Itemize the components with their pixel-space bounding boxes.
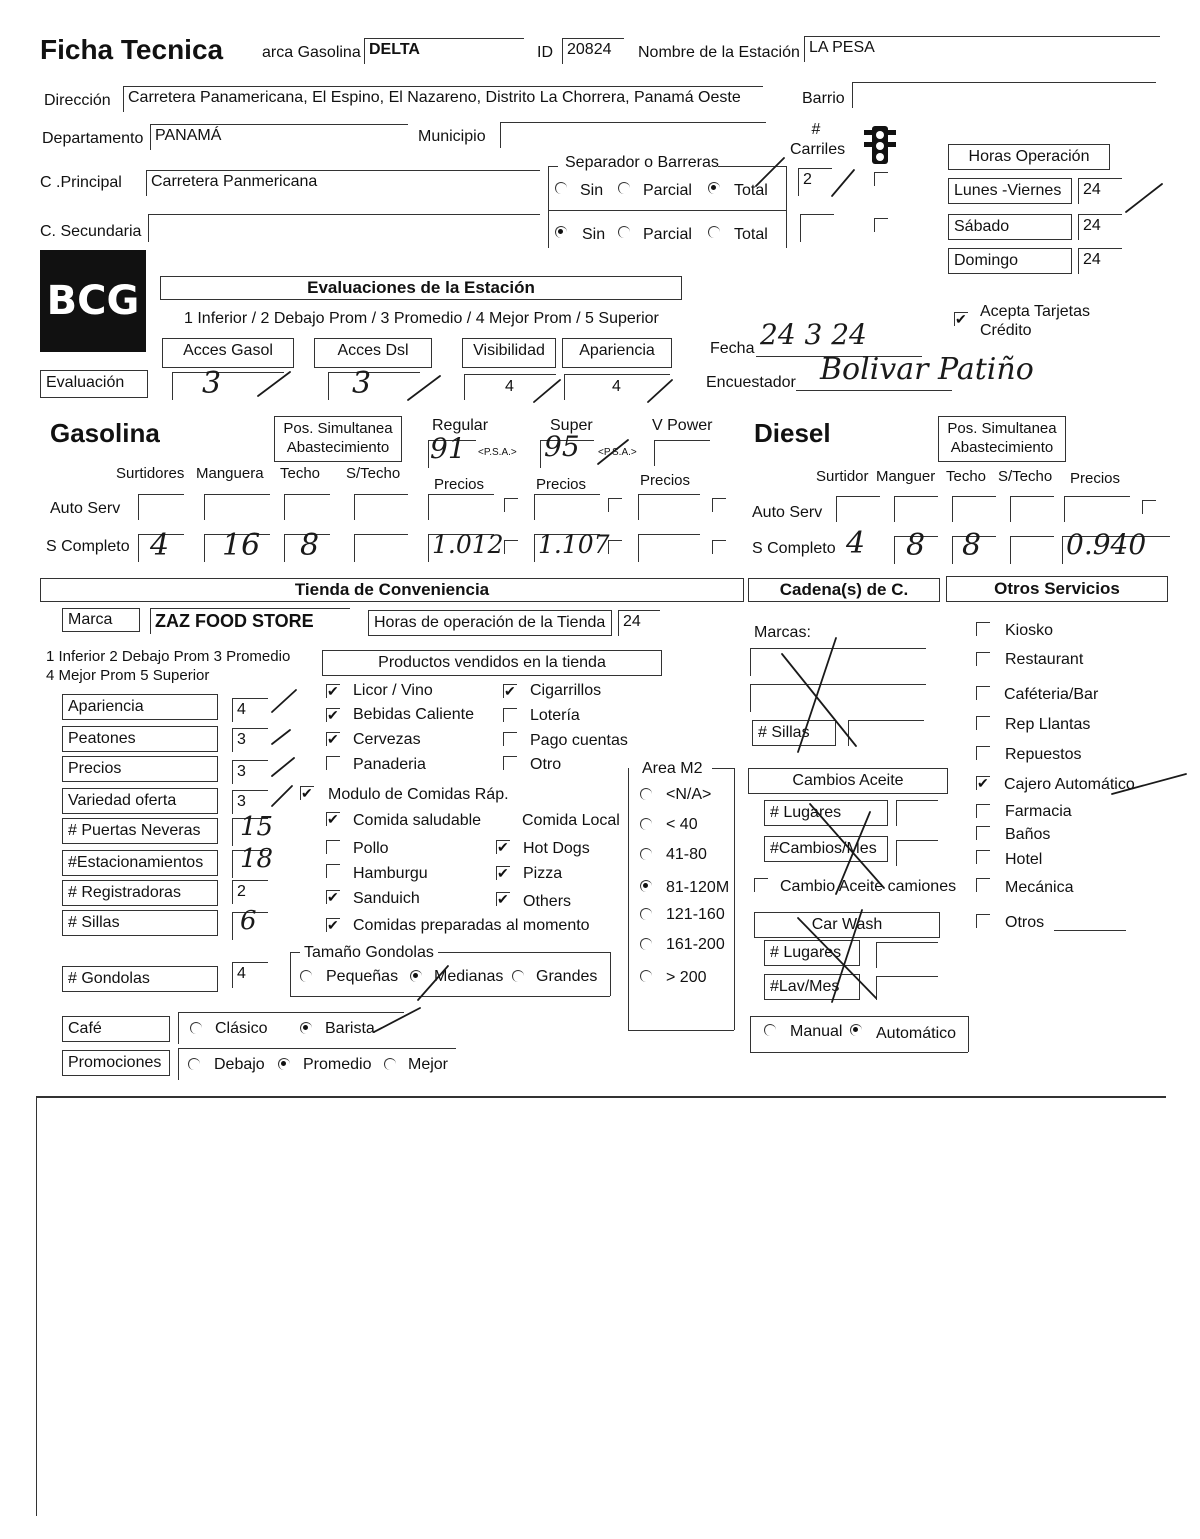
diesel-col-stecho: S/Techo bbox=[998, 468, 1053, 485]
super-octane-value: 95 bbox=[544, 430, 580, 463]
evaluaciones-scale: 1 Inferior / 2 Debajo Prom / 3 Promedio / 4 Mejor Prom / 5 Superior bbox=[184, 310, 659, 327]
barrio-label: Barrio bbox=[802, 90, 845, 107]
tienda-title: Tienda de Conveniencia bbox=[40, 578, 744, 602]
bcg-logo: BCG bbox=[40, 250, 146, 352]
rating-label-registradoras: # Registradoras bbox=[62, 880, 218, 906]
separador-secundaria-sin-label: Sin bbox=[582, 226, 606, 243]
cadena-sillas-label: # Sillas bbox=[752, 720, 836, 746]
rating-value-estacionamientos: 18 bbox=[240, 844, 274, 874]
promociones-label: Promociones bbox=[62, 1050, 170, 1076]
promo-debajo-label: Debajo bbox=[214, 1056, 265, 1073]
evaluacion-label: Evaluación bbox=[40, 370, 148, 398]
id-field[interactable]: 20824 bbox=[562, 38, 624, 64]
gas-sc-manguera-value: 16 bbox=[222, 528, 261, 563]
estacion-field[interactable]: LA PESA bbox=[804, 36, 1160, 62]
horas-operacion-title: Horas Operación bbox=[948, 144, 1110, 170]
tamano-gondolas-label: Tamaño Gondolas bbox=[304, 944, 434, 961]
super-psa-label: <P.S.A.> bbox=[598, 447, 637, 458]
gas-regular-precios: Precios bbox=[434, 476, 485, 493]
separador-secundaria-parcial-label: Parcial bbox=[643, 226, 692, 243]
tienda-horas-field[interactable]: 24 bbox=[618, 610, 660, 636]
servicio-repuestos-label: Repuestos bbox=[1005, 746, 1082, 763]
id-label: ID bbox=[537, 44, 553, 61]
separador-principal-sin-label: Sin bbox=[580, 182, 604, 199]
visibilidad-header: Visibilidad bbox=[462, 338, 556, 368]
page-title: Ficha Tecnica bbox=[40, 34, 224, 65]
hours-value-sunday[interactable]: 24 bbox=[1078, 248, 1122, 274]
marcas-label: Marcas: bbox=[754, 624, 811, 641]
gas-col-techo: Techo bbox=[280, 465, 321, 482]
carriles-principal-field[interactable]: 2 bbox=[798, 168, 832, 196]
area-161-200-label: 161-200 bbox=[666, 936, 725, 953]
rating-value-variedad[interactable]: 3 bbox=[232, 790, 268, 814]
comidas-preparadas-checkbox[interactable]: ✔ bbox=[327, 917, 339, 933]
gas-vpower-precios: Precios bbox=[640, 472, 691, 489]
gas-auto-serv-label: Auto Serv bbox=[50, 500, 121, 517]
servicio-llantas-label: Rep Llantas bbox=[1005, 716, 1091, 733]
productos-title: Productos vendidos en la tienda bbox=[322, 650, 662, 676]
hours-value-saturday[interactable]: 24 bbox=[1078, 214, 1122, 240]
prod-licor-label: Licor / Vino bbox=[353, 682, 433, 699]
servicio-restaurant-label: Restaurant bbox=[1005, 651, 1084, 668]
tienda-marca-field[interactable]: ZAZ FOOD STORE bbox=[150, 608, 350, 634]
food-others-checkbox[interactable]: ✔ bbox=[497, 891, 509, 907]
vpower-label: V Power bbox=[652, 417, 713, 434]
servicio-kiosko-label: Kiosko bbox=[1005, 622, 1054, 639]
rating-label-apariencia: Apariencia bbox=[62, 694, 218, 720]
servicio-cafeteria-label: Caféteria/Bar bbox=[1004, 686, 1099, 703]
food-sanduich-label: Sanduich bbox=[353, 890, 420, 907]
diesel-col-precios: Precios bbox=[1070, 470, 1121, 487]
diesel-sc-techo-value: 8 bbox=[962, 528, 982, 563]
diesel-pos-simultanea: Pos. Simultanea Abastecimiento bbox=[938, 416, 1066, 462]
promo-mejor-label: Mejor bbox=[408, 1056, 449, 1073]
hours-value-weekdays[interactable]: 24 bbox=[1078, 178, 1122, 204]
marca-gasolina-label: arca Gasolina bbox=[262, 44, 361, 61]
visibilidad-value: 4 bbox=[505, 378, 514, 395]
area-lt40-label: < 40 bbox=[666, 816, 698, 833]
cambios-aceite-title: Cambios Aceite bbox=[748, 768, 948, 794]
food-hamburgu-label: Hamburgu bbox=[353, 865, 428, 882]
tamano-pequenas-label: Pequeñas bbox=[326, 968, 399, 985]
gas-col-surtidores: Surtidores bbox=[116, 465, 185, 482]
comida-saludable-label: Comida saludable bbox=[353, 812, 482, 829]
principal-label: C .Principal bbox=[40, 174, 122, 191]
modulo-comidas-checkbox[interactable]: ✔ bbox=[301, 785, 313, 801]
rating-value-precios[interactable]: 3 bbox=[232, 760, 268, 784]
servicio-banos-label: Baños bbox=[1005, 826, 1051, 843]
prod-cigarrillos-label: Cigarrillos bbox=[530, 682, 602, 699]
comida-saludable-checkbox[interactable]: ✔ bbox=[327, 811, 339, 827]
prod-licor-checkbox[interactable]: ✔ bbox=[327, 683, 339, 699]
secundaria-label: C. Secundaria bbox=[40, 223, 142, 240]
prod-pago-label: Pago cuentas bbox=[530, 732, 628, 749]
servicio-cajero-label: Cajero Automático bbox=[1004, 776, 1135, 793]
rating-value-peatones[interactable]: 3 bbox=[232, 728, 268, 752]
promo-promedio-label: Promedio bbox=[303, 1056, 372, 1073]
separador-principal-parcial-label: Parcial bbox=[643, 182, 692, 199]
carwash-manual-label: Manual bbox=[790, 1023, 843, 1040]
servicio-cajero-checkbox[interactable]: ✔ bbox=[977, 775, 989, 791]
food-hotdogs-checkbox[interactable]: ✔ bbox=[497, 839, 509, 855]
comidas-preparadas-label: Comidas preparadas al momento bbox=[353, 917, 590, 934]
fecha-value[interactable]: 24 3 24 bbox=[760, 318, 867, 351]
cafe-barista-label: Barista bbox=[325, 1020, 375, 1037]
area-m2-label: Area M2 bbox=[642, 760, 703, 777]
carwash-lav-mes-label: #Lav/Mes bbox=[764, 974, 860, 1000]
gasolina-title: Gasolina bbox=[50, 418, 160, 448]
cambios-mes-label: #Cambios/Mes bbox=[764, 836, 888, 862]
departamento-field[interactable]: PANAMÁ bbox=[150, 124, 408, 150]
cadena-title: Cadena(s) de C. bbox=[748, 578, 940, 602]
gondolas-value[interactable]: 4 bbox=[232, 962, 268, 988]
area-gt200-label: > 200 bbox=[666, 969, 707, 986]
car-wash-title: Car Wash bbox=[754, 912, 940, 938]
tienda-scale-2: 4 Mejor Prom 5 Superior bbox=[46, 667, 210, 684]
area-121-160-label: 121-160 bbox=[666, 906, 725, 923]
diesel-sc-surtidor-value[interactable]: 4 bbox=[846, 526, 866, 561]
diesel-title: Diesel bbox=[754, 418, 831, 448]
servicio-hotel-label: Hotel bbox=[1005, 851, 1043, 868]
rating-label-estacionamientos: #Estacionamientos bbox=[62, 850, 218, 876]
gas-sc-techo-value: 8 bbox=[300, 528, 320, 563]
gas-s-completo-label: S Completo bbox=[46, 538, 130, 555]
food-pizza-label: Pizza bbox=[523, 865, 563, 882]
marca-gasolina-field[interactable]: DELTA bbox=[364, 38, 524, 64]
food-pizza-checkbox[interactable]: ✔ bbox=[497, 865, 509, 881]
diesel-sc-price-value: 0.940 bbox=[1066, 528, 1147, 561]
gondolas-label: # Gondolas bbox=[62, 966, 218, 992]
acces-dsl-value: 3 bbox=[352, 366, 372, 401]
cambios-lugares-label: # Lugares bbox=[764, 800, 888, 826]
apariencia-value: 4 bbox=[612, 378, 621, 395]
tienda-marca-label: Marca bbox=[62, 608, 140, 632]
regular-label: Regular bbox=[432, 417, 489, 434]
gas-col-stecho: S/Techo bbox=[346, 465, 401, 482]
gas-col-manguera: Manguera bbox=[196, 465, 264, 482]
estacion-label: Nombre de la Estación bbox=[638, 44, 800, 61]
servicio-farmacia-label: Farmacia bbox=[1005, 803, 1072, 820]
prod-bebidas-checkbox[interactable]: ✔ bbox=[327, 707, 339, 723]
hours-label-weekdays: Lunes -Viernes bbox=[948, 178, 1072, 204]
encuestador-label: Encuestador bbox=[706, 374, 796, 391]
rating-label-puertas: # Puertas Neveras bbox=[62, 818, 218, 844]
principal-field[interactable]: Carretera Panmericana bbox=[146, 170, 540, 196]
gas-sc-surtidores-value: 4 bbox=[150, 528, 170, 563]
food-pollo-label: Pollo bbox=[353, 840, 389, 857]
area-41-80-label: 41-80 bbox=[666, 846, 707, 863]
prod-loteria-label: Lotería bbox=[530, 707, 580, 724]
area-na-label: <N/A> bbox=[666, 786, 712, 803]
rating-value-apariencia[interactable]: 4 bbox=[232, 698, 268, 722]
rating-label-precios: Precios bbox=[62, 756, 218, 782]
rating-label-variedad: Variedad oferta bbox=[62, 788, 218, 814]
diesel-s-completo-label: S Completo bbox=[752, 540, 836, 557]
diesel-col-techo: Techo bbox=[946, 468, 987, 485]
evaluaciones-title: Evaluaciones de la Estación bbox=[160, 276, 682, 300]
cambio-camiones-label: Cambio Aceite camiones bbox=[780, 878, 957, 895]
food-others-label: Others bbox=[523, 893, 572, 910]
separador-label: Separador o Barreras bbox=[565, 154, 719, 171]
gasolina-pos-simultanea: Pos. Simultanea Abastecimiento bbox=[274, 416, 402, 462]
comida-local-label: Comida Local bbox=[522, 812, 620, 829]
separador-secundaria-total-label: Total bbox=[734, 226, 768, 243]
departamento-label: Departamento bbox=[42, 130, 144, 147]
acces-gasol-value: 3 bbox=[202, 366, 222, 401]
diesel-col-surtidor: Surtidor bbox=[816, 468, 869, 485]
servicio-mecanica-label: Mecánica bbox=[1005, 879, 1074, 896]
modulo-comidas-label: Modulo de Comidas Ráp. bbox=[328, 786, 509, 803]
municipio-label: Municipio bbox=[418, 128, 486, 145]
carriles-label: # Carriles bbox=[790, 121, 846, 158]
gas-sc-regular-price-value: 1.012 bbox=[432, 530, 504, 559]
rating-value-registradoras[interactable]: 2 bbox=[232, 880, 268, 904]
food-sanduich-checkbox[interactable]: ✔ bbox=[327, 889, 339, 905]
hours-label-sunday: Domingo bbox=[948, 248, 1072, 274]
cafe-clasico-label: Clásico bbox=[215, 1020, 268, 1037]
carwash-automatico-label: Automático bbox=[876, 1025, 957, 1042]
direccion-label: Dirección bbox=[44, 92, 111, 109]
cafe-label: Café bbox=[62, 1016, 170, 1042]
prod-cervezas-checkbox[interactable]: ✔ bbox=[327, 731, 339, 747]
fecha-label: Fecha bbox=[710, 340, 755, 357]
encuestador-value[interactable]: Bolivar Patiño bbox=[820, 352, 1034, 387]
servicio-otros-label: Otros bbox=[1005, 914, 1045, 931]
rating-label-sillas: # Sillas bbox=[62, 910, 218, 936]
diesel-auto-serv-label: Auto Serv bbox=[752, 504, 823, 521]
direccion-field[interactable]: Carretera Panamericana, El Espino, El Nazareno, Distrito La Chorrera, Panamá Oeste bbox=[123, 86, 763, 112]
area-81-120-label: 81-120M bbox=[666, 879, 730, 896]
rating-label-peatones: Peatones bbox=[62, 726, 218, 752]
prod-otro-label: Otro bbox=[530, 756, 562, 773]
diesel-sc-manguera-value: 8 bbox=[906, 528, 926, 563]
prod-cervezas-label: Cervezas bbox=[353, 731, 421, 748]
acepta-tarjetas-checkbox[interactable]: ✔ bbox=[955, 311, 967, 327]
separador-principal-total-label: Total bbox=[734, 182, 768, 199]
regular-psa-label: <P.S.A.> bbox=[478, 447, 517, 458]
rating-value-sillas: 6 bbox=[240, 906, 257, 936]
regular-octane-value: 91 bbox=[430, 432, 466, 465]
prod-panaderia-label: Panaderia bbox=[353, 756, 426, 773]
acepta-tarjetas-label: Acepta Tarjetas Crédito bbox=[980, 303, 1090, 339]
food-hotdogs-label: Hot Dogs bbox=[523, 840, 590, 857]
otros-servicios-title: Otros Servicios bbox=[946, 576, 1168, 602]
diesel-col-manguer: Manguer bbox=[876, 468, 936, 485]
acces-gasol-header: Acces Gasol bbox=[162, 338, 294, 368]
tamano-medianas-label: Medianas bbox=[434, 968, 504, 985]
tamano-grandes-label: Grandes bbox=[536, 968, 598, 985]
gas-sc-super-price-value: 1.107 bbox=[538, 530, 610, 559]
apariencia-header: Apariencia bbox=[562, 338, 672, 368]
super-label: Super bbox=[550, 417, 593, 434]
gas-super-precios: Precios bbox=[536, 476, 587, 493]
carwash-lugares-label: # Lugares bbox=[764, 940, 860, 966]
tienda-horas-label: Horas de operación de la Tienda bbox=[368, 610, 612, 636]
hours-label-saturday: Sábado bbox=[948, 214, 1072, 240]
prod-bebidas-label: Bebidas Caliente bbox=[353, 706, 474, 723]
prod-cigarrillos-checkbox[interactable]: ✔ bbox=[504, 683, 516, 699]
acces-dsl-header: Acces Dsl bbox=[314, 338, 432, 368]
rating-value-puertas: 15 bbox=[240, 812, 274, 842]
tienda-scale-1: 1 Inferior 2 Debajo Prom 3 Promedio bbox=[46, 648, 291, 665]
